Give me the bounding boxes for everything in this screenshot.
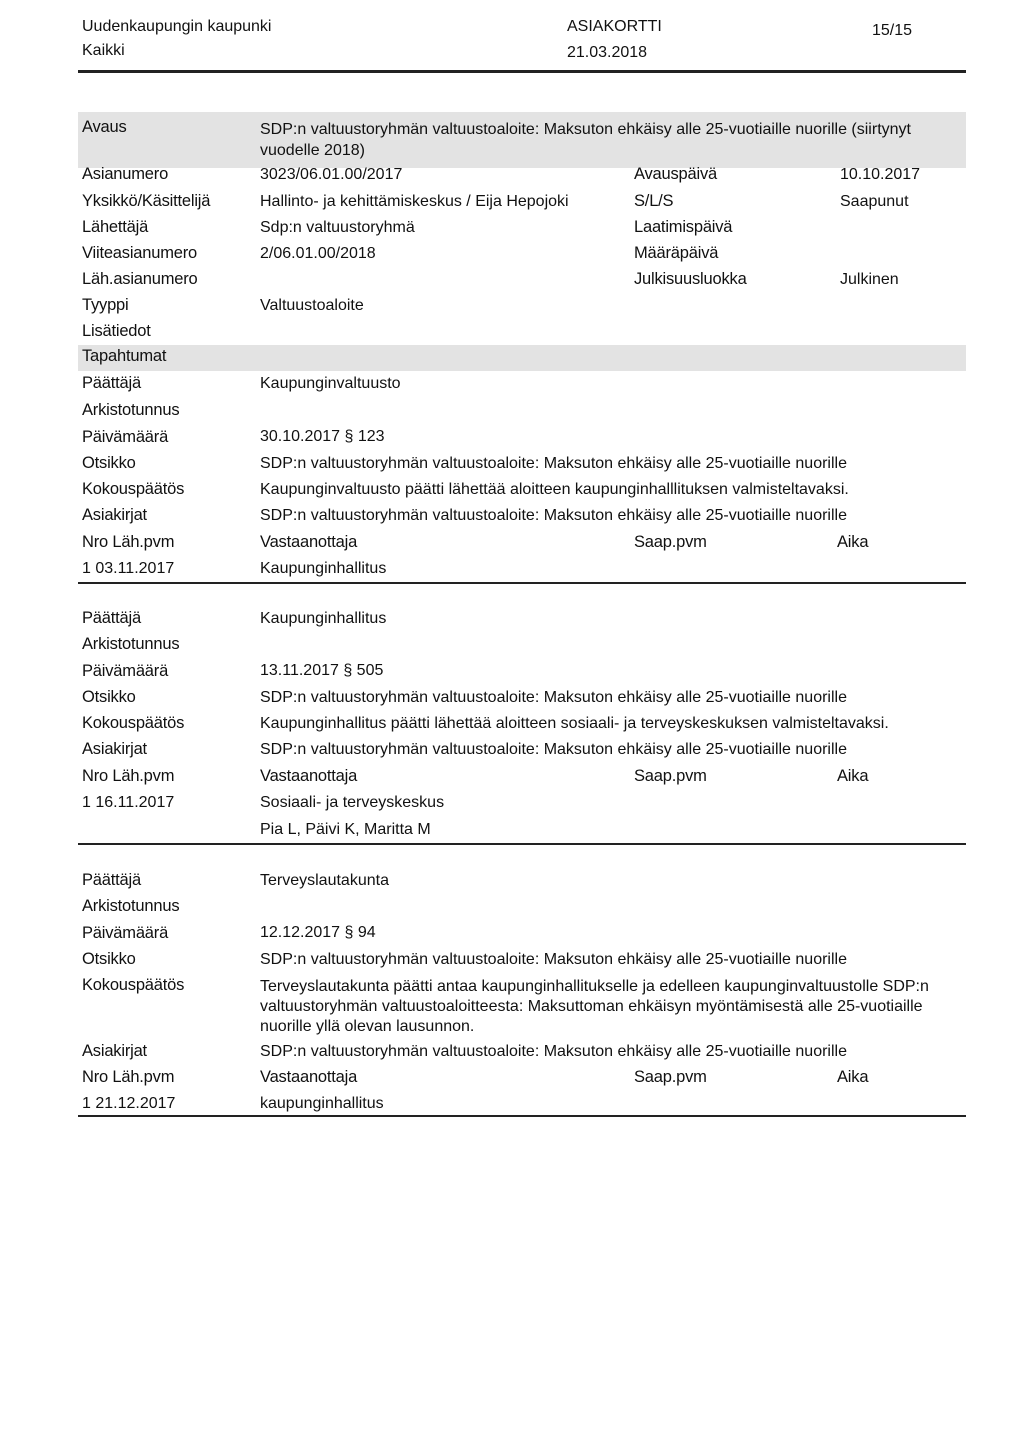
kokouspaatos-value: Terveyslautakunta päätti antaa kaupunginhallitukselle ja edelleen kaupunginvaltuustolle SDP:n valtuustoryhmän valtuustoaloitteesta: Maksuttoman ehkäisyn myöntämisestä alle 25-vuotiaille nuorille yllä olevan lausunnon. xyxy=(260,978,929,1035)
case-field-label: Läh.asianumero xyxy=(82,270,198,288)
otsikko-value: SDP:n valtuustoryhmän valtuustoaloite: Maksuton ehkäisy alle 25-vuotiaille nuorille xyxy=(260,951,847,968)
header-rule xyxy=(78,70,966,73)
asiakirjat-label: Asiakirjat xyxy=(82,506,147,524)
case-field-label-right: Laatimispäivä xyxy=(634,218,733,236)
paivamaara-value: 13.11.2017 § 505 xyxy=(260,662,384,679)
paivamaara-value: 30.10.2017 § 123 xyxy=(260,428,385,445)
case-field-label-right: Määräpäivä xyxy=(634,244,719,262)
asiakirjat-link[interactable]: SDP:n valtuustoryhmän valtuustoaloite: Maksuton ehkäisy alle 25-vuotiaille nuorille xyxy=(260,1043,847,1060)
paivamaara-label: Päivämäärä xyxy=(82,662,169,680)
paivamaara-label: Päivämäärä xyxy=(82,924,169,942)
saappvm-header: Saap.pvm xyxy=(634,1068,707,1086)
paattaja-value: Terveyslautakunta xyxy=(260,872,389,889)
case-field-value: 3023/06.01.00/2017 xyxy=(260,166,403,183)
asiakirjat-label: Asiakirjat xyxy=(82,1042,147,1060)
otsikko-label: Otsikko xyxy=(82,688,136,706)
avaus-label: Avaus xyxy=(82,118,127,136)
tapahtumat-label: Tapahtumat xyxy=(82,347,167,365)
nro-lahpvm-value: 1 21.12.2017 xyxy=(82,1095,176,1112)
paattaja-label: Päättäjä xyxy=(82,609,141,627)
vastaanottaja-value: Sosiaali- ja terveyskeskus xyxy=(260,794,445,811)
header-date: 21.03.2018 xyxy=(567,44,648,61)
paivamaara-label: Päivämäärä xyxy=(82,428,169,446)
avaus-value: SDP:n valtuustoryhmän valtuustoaloite: Maksuton ehkäisy alle 25-vuotiaille nuorille (siirtynyt vuodelle 2018) xyxy=(260,121,911,159)
kokouspaatos-label: Kokouspäätös xyxy=(82,976,185,994)
case-field-label: Lisätiedot xyxy=(82,322,151,340)
case-field-value: Sdp:n valtuustoryhmä xyxy=(260,219,415,236)
otsikko-value: SDP:n valtuustoryhmän valtuustoaloite: Maksuton ehkäisy alle 25-vuotiaille nuorille xyxy=(260,689,847,706)
event-divider xyxy=(78,582,966,584)
asiakirjat-label: Asiakirjat xyxy=(82,740,147,758)
aika-header: Aika xyxy=(837,767,869,785)
arkistotunnus-label: Arkistotunnus xyxy=(82,401,180,419)
kokouspaatos-label: Kokouspäätös xyxy=(82,714,185,732)
otsikko-label: Otsikko xyxy=(82,454,136,472)
header-page-number: 15/15 xyxy=(872,22,913,39)
case-field-value-right: 10.10.2017 xyxy=(840,166,921,183)
vastaanottaja-header: Vastaanottaja xyxy=(260,767,358,785)
nro-lahpvm-header: Nro Läh.pvm xyxy=(82,1068,175,1086)
vastaanottaja-header: Vastaanottaja xyxy=(260,533,358,551)
nro-lahpvm-header: Nro Läh.pvm xyxy=(82,533,175,551)
case-field-label: Lähettäjä xyxy=(82,218,149,236)
saappvm-header: Saap.pvm xyxy=(634,767,707,785)
arkistotunnus-label: Arkistotunnus xyxy=(82,897,180,915)
otsikko-label: Otsikko xyxy=(82,950,136,968)
paivamaara-value: 12.12.2017 § 94 xyxy=(260,924,376,941)
vastaanottaja-header: Vastaanottaja xyxy=(260,1068,358,1086)
asiakirjat-link[interactable]: SDP:n valtuustoryhmän valtuustoaloite: Maksuton ehkäisy alle 25-vuotiaille nuorille xyxy=(260,507,847,524)
tapahtumat-band xyxy=(78,345,966,371)
case-field-label-right: Julkisuusluokka xyxy=(634,270,747,288)
aika-header: Aika xyxy=(837,1068,869,1086)
case-field-value-right: Julkinen xyxy=(840,271,899,288)
kokouspaatos-value: Kaupunginvaltuusto päätti lähettää aloitteen kaupunginhalllituksen valmisteltavaksi. xyxy=(260,481,849,498)
case-field-label: Yksikkö/Käsittelijä xyxy=(82,192,211,210)
arkistotunnus-label: Arkistotunnus xyxy=(82,635,180,653)
case-field-value-right: Saapunut xyxy=(840,193,909,210)
nro-lahpvm-value: 1 03.11.2017 xyxy=(82,560,175,577)
saappvm-header: Saap.pvm xyxy=(634,533,707,551)
vastaanottaja-value: Kaupunginhallitus xyxy=(260,560,387,577)
otsikko-value: SDP:n valtuustoryhmän valtuustoaloite: Maksuton ehkäisy alle 25-vuotiaille nuorille xyxy=(260,455,847,472)
vastaanottaja-value: kaupunginhallitus xyxy=(260,1095,384,1112)
vastaanottaja-persons: Pia L, Päivi K, Maritta M xyxy=(260,821,431,838)
asiakirjat-link[interactable]: SDP:n valtuustoryhmän valtuustoaloite: Maksuton ehkäisy alle 25-vuotiaille nuorille xyxy=(260,741,847,758)
aika-header: Aika xyxy=(837,533,869,551)
event-divider xyxy=(78,843,966,845)
case-field-value: 2/06.01.00/2018 xyxy=(260,245,376,262)
case-field-label: Viiteasianumero xyxy=(82,244,198,262)
header-filter: Kaikki xyxy=(82,42,125,59)
case-field-label-right: S/L/S xyxy=(634,192,674,210)
nro-lahpvm-value: 1 16.11.2017 xyxy=(82,794,175,811)
case-field-label-right: Avauspäivä xyxy=(634,165,718,183)
event-divider xyxy=(78,1115,966,1117)
case-field-label: Asianumero xyxy=(82,165,169,183)
nro-lahpvm-header: Nro Läh.pvm xyxy=(82,767,175,785)
header-doc-type: ASIAKORTTI xyxy=(567,18,662,35)
case-field-value: Valtuustoaloite xyxy=(260,297,364,314)
paattaja-value: Kaupunginhallitus xyxy=(260,610,387,627)
case-field-label: Tyyppi xyxy=(82,296,129,314)
paattaja-label: Päättäjä xyxy=(82,871,141,889)
paattaja-value: Kaupunginvaltuusto xyxy=(260,375,401,392)
case-field-value: Hallinto- ja kehittämiskeskus / Eija Hepojoki xyxy=(260,193,569,210)
paattaja-label: Päättäjä xyxy=(82,374,141,392)
header-org: Uudenkaupungin kaupunki xyxy=(82,18,272,35)
kokouspaatos-label: Kokouspäätös xyxy=(82,480,185,498)
kokouspaatos-value: Kaupunginhallitus päätti lähettää aloitteen sosiaali- ja terveyskeskuksen valmisteltavaksi. xyxy=(260,715,889,732)
